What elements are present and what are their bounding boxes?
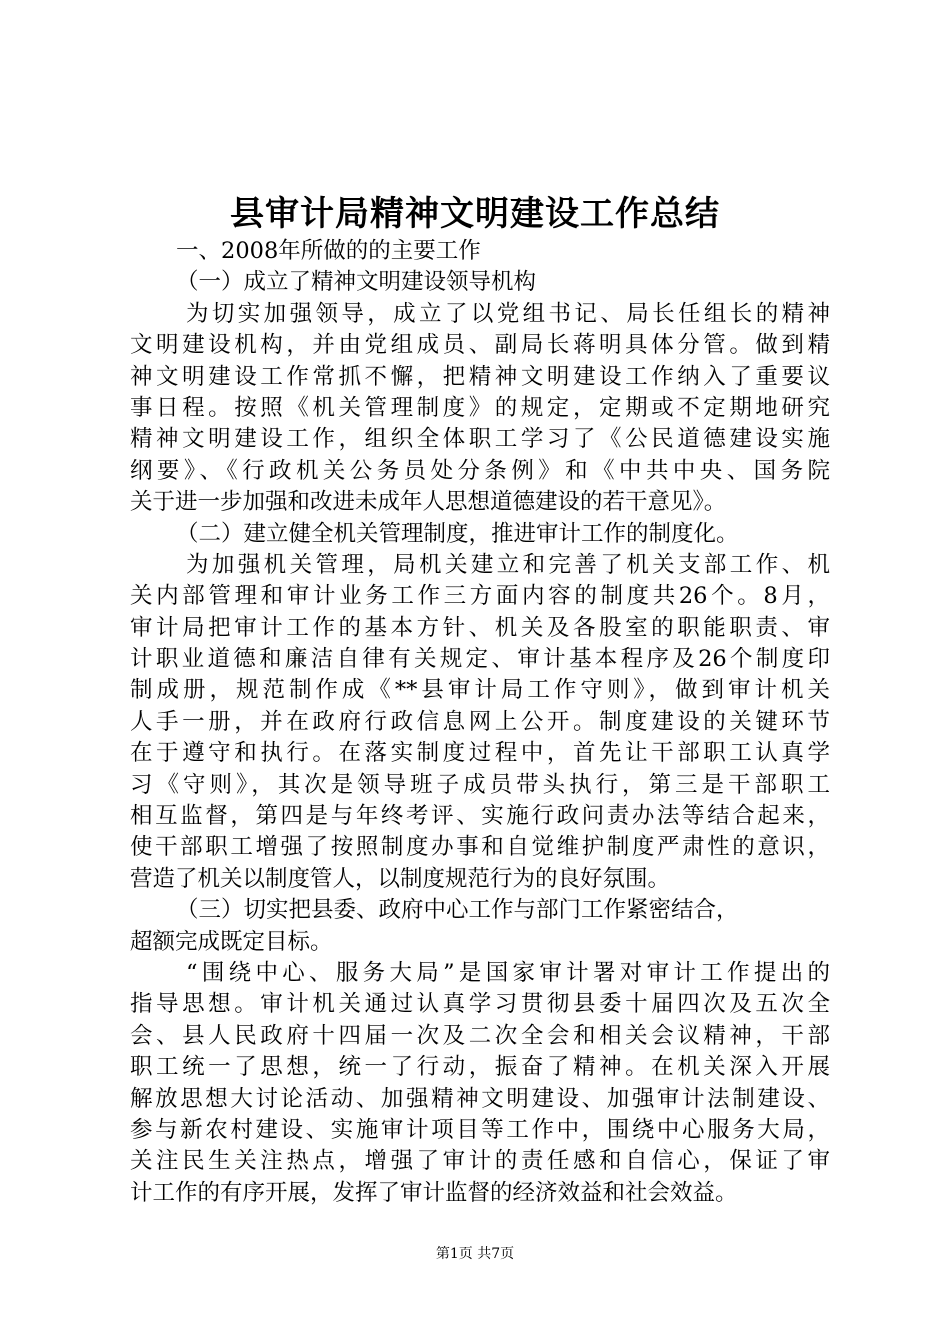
text-line: 文明建设机构，并由党组成员、副局长蒋明具体分管。做到精: [130, 332, 830, 359]
text-line: 计工作的有序开展，发挥了审计监督的经济效益和社会效益。: [130, 1179, 738, 1206]
text-line: 计职业道德和廉洁自律有关规定、审计基本程序及26个制度印: [130, 646, 830, 673]
text-line: 制成册，规范制作成《**县审计局工作守则》，做到审计机关: [130, 677, 830, 704]
section-heading: 一、2008年所做的的主要工作: [176, 238, 481, 264]
text-line: 关于进一步加强和改进未成年人思想道德建设的若干意见》。: [130, 489, 727, 516]
document-title: 县审计局精神文明建设工作总结: [230, 194, 720, 234]
text-line: 审计局把审计工作的基本方针、机关及各股室的职能职责、审: [130, 614, 830, 641]
subsection-heading: （二）建立健全机关管理制度，推进审计工作的制度化。: [176, 520, 739, 547]
text-line: 超额完成既定目标。: [130, 928, 333, 955]
text-line: 纲要》、《行政机关公务员处分条例》和《中共中央、国务院: [130, 457, 830, 484]
text-line: 人手一册，并在政府行政信息网上公开。制度建设的关键环节: [130, 708, 830, 735]
text-line: 指导思想。审计机关通过认真学习贯彻县委十届四次及五次全: [130, 991, 830, 1018]
text-line: 关内部管理和审计业务工作三方面内容的制度共26个。8月，: [130, 583, 830, 610]
text-line: 会、县人民政府十四届一次及二次全会和相关会议精神，干部: [130, 1022, 830, 1049]
document-body: [130, 236, 830, 1209]
text-line: 营造了机关以制度管人，以制度规范行为的良好氛围。: [130, 865, 671, 892]
text-line: 使干部职工增强了按照制度办事和自觉维护制度严肃性的意识，: [130, 834, 830, 861]
subsection-heading: （一）成立了精神文明建设领导机构: [176, 269, 537, 296]
text-line: 事日程。按照《机关管理制度》的规定，定期或不定期地研究: [130, 394, 830, 421]
text-line: 相互监督，第四是与年终考评、实施行政问责办法等结合起来，: [130, 803, 830, 830]
page-footer: 第1页 共7页: [435, 1246, 515, 1262]
text-line: 为切实加强领导，成立了以党组书记、局长任组长的精神: [186, 300, 830, 327]
text-line: 解放思想大讨论活动、加强精神文明建设、加强审计法制建设、: [130, 1085, 830, 1112]
subsection-heading: （三）切实把县委、政府中心工作与部门工作紧密结合，: [176, 897, 739, 924]
text-line: 为加强机关管理，局机关建立和完善了机关支部工作、机: [186, 551, 830, 578]
text-line: 关注民生关注热点，增强了审计的责任感和自信心，保证了审: [130, 1148, 830, 1175]
text-line: “围绕中心、服务大局”是国家审计署对审计工作提出的: [186, 959, 830, 986]
text-line: 神文明建设工作常抓不懈，把精神文明建设工作纳入了重要议: [130, 363, 830, 390]
text-line: 参与新农村建设、实施审计项目等工作中，围绕中心服务大局，: [130, 1116, 830, 1143]
text-line: 精神文明建设工作，组织全体职工学习了《公民道德建设实施: [130, 426, 830, 453]
text-line: 习《守则》，其次是领导班子成员带头执行，第三是干部职工: [130, 771, 830, 798]
text-line: 在于遵守和执行。在落实制度过程中，首先让干部职工认真学: [130, 740, 830, 767]
text-line: 职工统一了思想，统一了行动，振奋了精神。在机关深入开展: [130, 1054, 830, 1081]
